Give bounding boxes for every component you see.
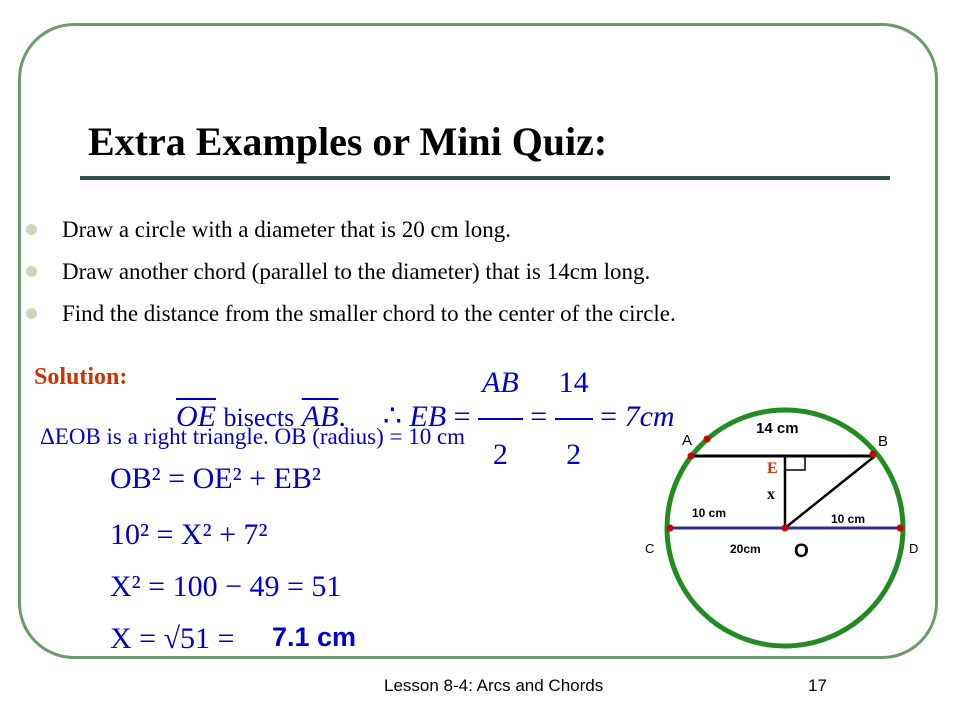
label-c: C <box>645 541 655 556</box>
equation-square-root: X = √51 = <box>110 622 235 655</box>
label-o: O <box>794 541 809 562</box>
circle-diagram <box>620 400 940 700</box>
left-radius-label: 10 cm <box>692 506 727 520</box>
list-item <box>26 209 676 251</box>
label-b: B <box>878 433 889 450</box>
statement-period: . <box>338 399 346 433</box>
segment-eb: EB <box>409 399 447 433</box>
fraction-numerator: 14 <box>555 348 593 420</box>
bullet-icon <box>26 224 37 235</box>
list-item <box>26 293 676 335</box>
point-chord-left <box>688 453 695 460</box>
segment-ab: $\overline{AB}$ <box>301 399 339 433</box>
point-d <box>897 525 904 532</box>
therefore-symbol: ∴ <box>382 399 403 433</box>
bullet-text: Find the distance from the smaller chord to the center of the circle. <box>62 301 676 326</box>
instruction-list <box>26 209 676 335</box>
equation-subtraction: X² = 100 − 49 = 51 <box>110 570 342 603</box>
fraction-denominator: 2 <box>492 438 508 471</box>
fraction-14-over-2 <box>555 348 593 490</box>
right-angle-marker <box>785 456 805 470</box>
fraction-denominator: 2 <box>566 438 582 471</box>
footer-lesson-title: Lesson 8-4: Arcs and Chords <box>384 676 604 695</box>
slide-number: 17 <box>808 676 827 695</box>
result-value: 7cm <box>624 399 675 433</box>
point-a <box>704 436 711 443</box>
bisects-word: bisects <box>223 402 295 432</box>
point-b <box>870 451 877 458</box>
equals-sign: = <box>453 399 471 433</box>
segment-oe: $\overline{OE}$ <box>176 399 216 433</box>
right-radius-label: 10 cm <box>831 512 866 526</box>
bullet-icon <box>26 308 37 319</box>
label-x: x <box>767 486 775 503</box>
point-o <box>782 525 789 532</box>
fraction-numerator: AB <box>478 348 523 420</box>
label-a: A <box>682 432 693 449</box>
solution-label: Solution: <box>34 364 128 390</box>
list-item <box>26 251 676 293</box>
equals-sign: = <box>530 399 548 433</box>
slide-title: Extra Examples or Mini Quiz: <box>88 119 608 164</box>
point-c <box>667 525 674 532</box>
equation-substitution: 10² = X² + 7² <box>110 518 268 551</box>
bullet-icon <box>26 266 37 277</box>
label-e: E <box>767 460 778 477</box>
chord-length-label: 14 cm <box>756 420 799 437</box>
final-answer: 7.1 cm <box>272 622 357 652</box>
bullet-text: Draw a circle with a diameter that is 20 cm long. <box>62 217 511 242</box>
diameter-label: 20cm <box>730 542 761 556</box>
right-triangle-statement: ΔEOB is a right triangle. OB (radius) = 10 cm <box>40 424 466 449</box>
title-underline <box>80 176 890 180</box>
bullet-text: Draw another chord (parallel to the diameter) that is 14cm long. <box>62 259 651 284</box>
equals-sign: = <box>600 399 618 433</box>
equation-pythagorean: OB² = OE² + EB² <box>110 462 321 495</box>
label-d: D <box>909 541 919 556</box>
fraction-ab-over-2 <box>478 348 523 490</box>
